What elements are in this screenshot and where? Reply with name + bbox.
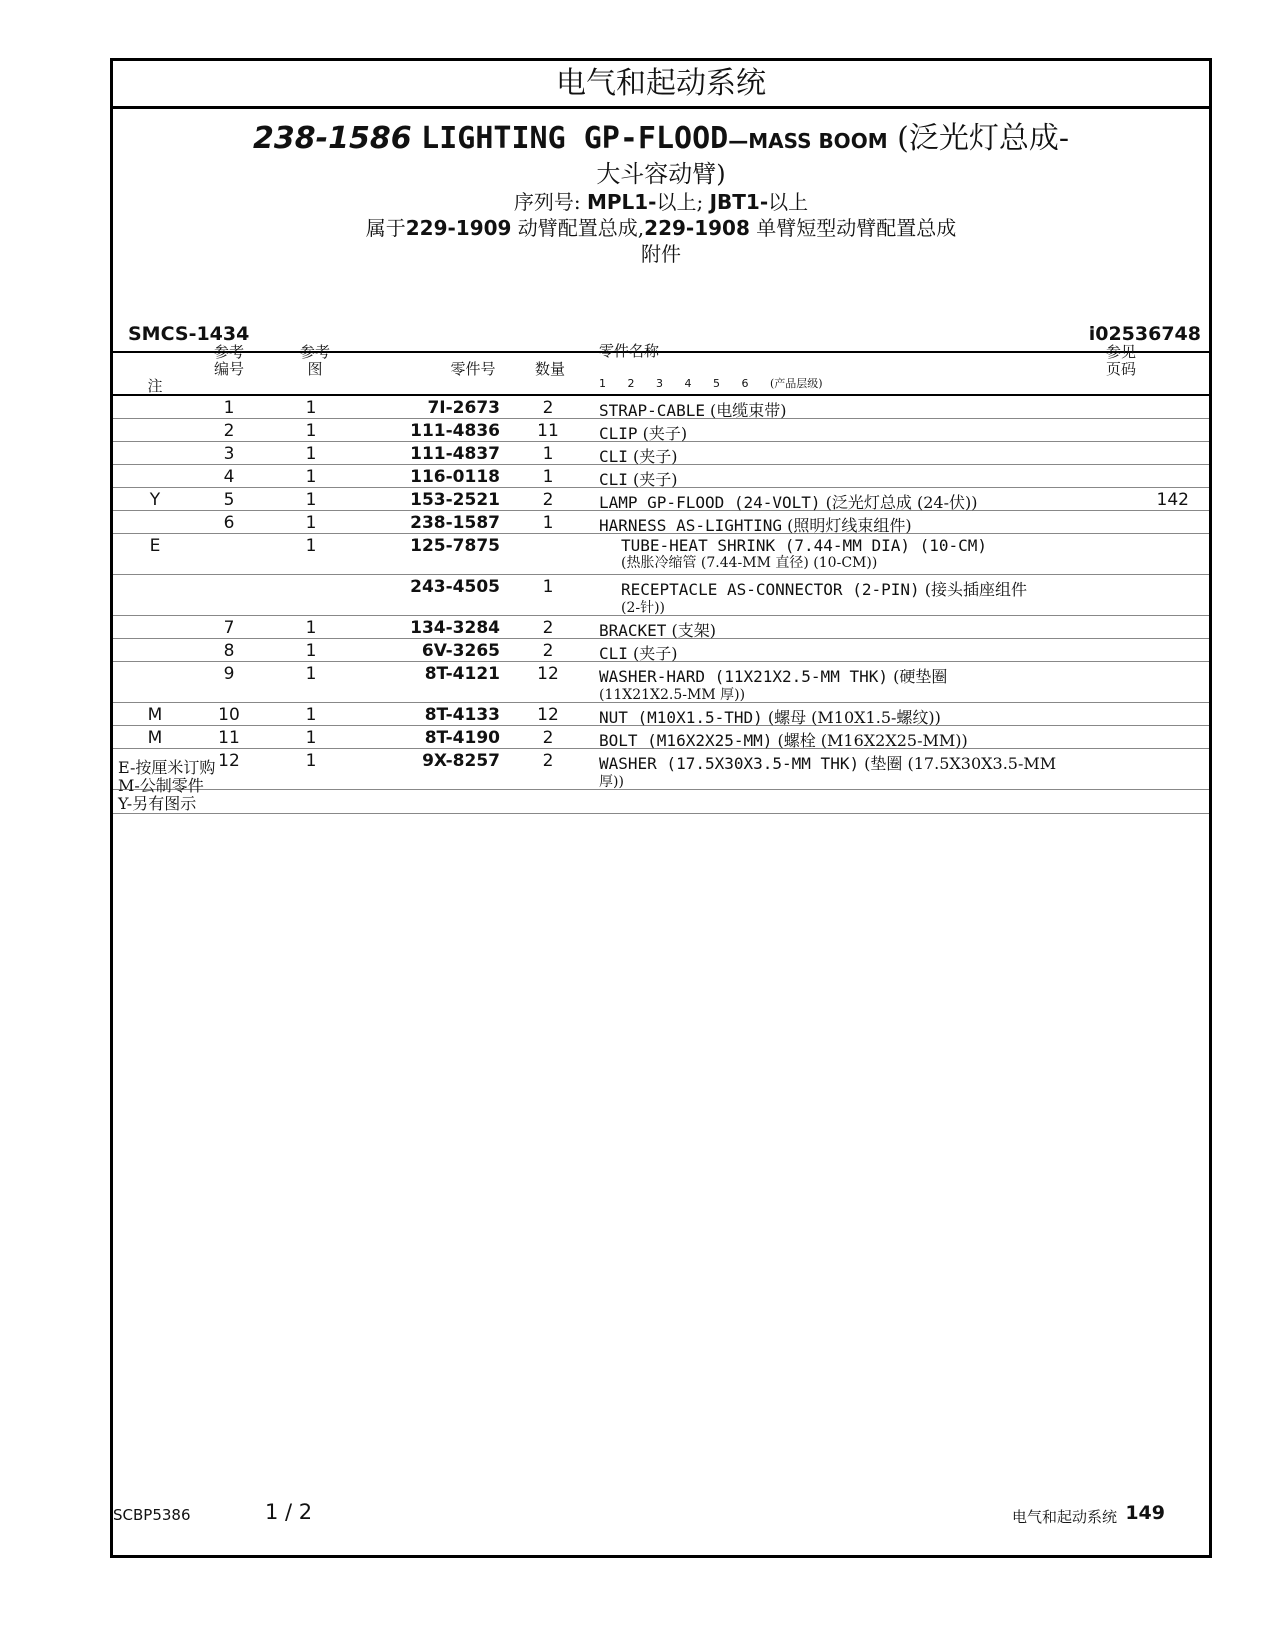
footer-doc-code: SCBP5386 bbox=[113, 1506, 191, 1524]
row-quantity: 1 bbox=[542, 577, 554, 597]
row-figure: 1 bbox=[305, 641, 317, 661]
row-description-zh: (夹子) bbox=[627, 447, 678, 466]
row-description bbox=[599, 444, 677, 467]
notes-legend bbox=[118, 759, 215, 813]
belongs-part-2: 229-1908 bbox=[644, 216, 750, 240]
table-row bbox=[113, 419, 1209, 442]
heading-name-suffix: —MASS BOOM bbox=[728, 129, 888, 153]
heading-part-number: 238-1586 bbox=[253, 121, 412, 156]
row-description-en: LAMP GP-FLOOD (24-VOLT) bbox=[599, 493, 821, 512]
row-part-number: 7I-2673 bbox=[427, 398, 500, 418]
row-figure: 1 bbox=[305, 490, 317, 510]
row-description-en: CLIP bbox=[599, 424, 638, 443]
serial-label: 序列号: bbox=[513, 190, 581, 214]
row-description-zh: (螺母 (M10X1.5-螺纹)) bbox=[762, 708, 941, 727]
row-part-number: 243-4505 bbox=[410, 577, 500, 597]
row-description-zh: (螺栓 (M16X2X25-MM)) bbox=[772, 731, 968, 750]
belongs-text-2: 单臂短型动臂配置总成 bbox=[749, 216, 957, 240]
row-figure: 1 bbox=[305, 728, 317, 748]
row-figure: 1 bbox=[305, 751, 317, 771]
page-frame bbox=[110, 58, 1212, 1558]
part-heading bbox=[113, 121, 1209, 267]
row-note: E bbox=[149, 536, 161, 556]
row-description bbox=[621, 536, 987, 571]
row-part-number: 111-4837 bbox=[410, 444, 500, 464]
row-description-en: TUBE-HEAT SHRINK (7.44-MM DIA) (10-CM) bbox=[621, 536, 988, 555]
row-description bbox=[599, 664, 947, 703]
row-part-number: 8T-4121 bbox=[424, 664, 500, 684]
row-description-en: WASHER (17.5X30X3.5-MM THK) bbox=[599, 754, 860, 773]
row-description bbox=[599, 467, 677, 490]
row-item-number: 4 bbox=[223, 467, 235, 487]
table-row bbox=[113, 396, 1209, 419]
note-entry: M-公制零件 bbox=[118, 776, 204, 795]
section-title: 电气和起动系统 bbox=[113, 61, 1209, 109]
note-entry: Y-另有图示 bbox=[118, 794, 197, 813]
row-part-number: 116-0118 bbox=[410, 467, 500, 487]
row-description-en: RECEPTACLE AS-CONNECTOR (2-PIN) bbox=[621, 580, 920, 599]
row-description-zh: (照明灯线束组件) bbox=[782, 516, 912, 535]
row-figure: 1 bbox=[305, 705, 317, 725]
parts-table bbox=[113, 396, 1209, 790]
table-row bbox=[113, 749, 1209, 790]
row-note: M bbox=[147, 728, 163, 748]
row-quantity: 12 bbox=[537, 664, 559, 684]
row-quantity: 2 bbox=[542, 398, 554, 418]
row-description bbox=[599, 618, 716, 641]
footer-page-of: 1 / 2 bbox=[265, 1500, 313, 1524]
row-description bbox=[599, 705, 941, 728]
row-part-number: 6V-3265 bbox=[421, 641, 500, 661]
row-description-zh: (夹子) bbox=[627, 470, 678, 489]
row-description-zh: (支架) bbox=[666, 621, 717, 640]
attachment-label: 附件 bbox=[641, 242, 681, 266]
serial-a: MPL1- bbox=[586, 190, 657, 214]
row-description bbox=[599, 728, 968, 751]
serial-b-zh: 以上 bbox=[768, 190, 809, 214]
row-figure: 1 bbox=[305, 467, 317, 487]
row-figure: 1 bbox=[305, 664, 317, 684]
document-id: i02536748 bbox=[1088, 323, 1201, 345]
table-row bbox=[113, 534, 1209, 575]
row-quantity: 12 bbox=[537, 705, 559, 725]
col-levels: 1 2 3 4 5 6 (产品层级) bbox=[599, 377, 823, 390]
table-row bbox=[113, 639, 1209, 662]
row-description-zh: (夹子) bbox=[637, 424, 688, 443]
row-item-number: 8 bbox=[223, 641, 235, 661]
table-row bbox=[113, 703, 1209, 726]
row-item-number: 9 bbox=[223, 664, 235, 684]
row-description bbox=[599, 490, 977, 513]
row-quantity: 1 bbox=[542, 467, 554, 487]
row-description-zh: (夹子) bbox=[627, 644, 678, 663]
row-quantity: 1 bbox=[542, 444, 554, 464]
note-entry: E-按厘米订购 bbox=[118, 758, 216, 777]
header-divider bbox=[113, 351, 1209, 353]
table-row bbox=[113, 511, 1209, 534]
heading-name-zh-2: 大斗容动臂) bbox=[596, 160, 726, 188]
row-part-number: 134-3284 bbox=[410, 618, 500, 638]
row-description-line2: 厚)) bbox=[599, 774, 624, 790]
row-description-en: CLI bbox=[599, 644, 628, 663]
heading-line-2 bbox=[113, 159, 1209, 189]
serial-a-zh: 以上; bbox=[656, 190, 704, 214]
heading-name-en: LIGHTING GP-FLOOD bbox=[421, 121, 729, 156]
row-description-en: NUT (M10X1.5-THD) bbox=[599, 708, 763, 727]
row-description bbox=[599, 421, 687, 444]
row-item-number: 10 bbox=[218, 705, 240, 725]
row-figure: 1 bbox=[305, 421, 317, 441]
row-item-number: 7 bbox=[223, 618, 235, 638]
row-item-number: 5 bbox=[223, 490, 235, 510]
footer-section: 电气和起动系统 bbox=[1011, 1508, 1117, 1526]
serial-line bbox=[113, 189, 1209, 215]
smcs-code: SMCS-1434 bbox=[128, 323, 250, 345]
row-figure: 1 bbox=[305, 618, 317, 638]
row-description-en: CLI bbox=[599, 470, 628, 489]
row-part-number: 111-4836 bbox=[410, 421, 500, 441]
row-item-number: 12 bbox=[218, 751, 240, 771]
row-description-zh: (垫圈 (17.5X30X3.5-MM bbox=[859, 754, 1057, 773]
table-row bbox=[113, 465, 1209, 488]
col-qty: 数量 bbox=[534, 360, 565, 378]
row-item-number: 1 bbox=[223, 398, 235, 418]
row-quantity: 2 bbox=[542, 618, 554, 638]
row-description bbox=[599, 641, 677, 664]
row-part-number: 8T-4133 bbox=[424, 705, 500, 725]
col-note: 注 bbox=[147, 377, 163, 395]
row-description bbox=[599, 513, 912, 536]
table-row bbox=[113, 488, 1209, 511]
row-item-number: 11 bbox=[218, 728, 240, 748]
col-part: 零件号 bbox=[450, 360, 496, 378]
row-figure: 1 bbox=[305, 536, 317, 556]
table-row bbox=[113, 662, 1209, 703]
heading-name-zh-1: (泛光灯总成- bbox=[897, 121, 1069, 156]
belongs-line bbox=[113, 215, 1209, 241]
row-quantity: 1 bbox=[542, 513, 554, 533]
table-row bbox=[113, 616, 1209, 639]
table-row bbox=[113, 442, 1209, 465]
row-quantity: 2 bbox=[542, 490, 554, 510]
belongs-prefix: 属于 bbox=[365, 216, 406, 240]
row-description-zh: (泛光灯总成 (24-伏)) bbox=[820, 493, 978, 512]
row-figure: 1 bbox=[305, 513, 317, 533]
col-fig: 参考 图 bbox=[299, 343, 330, 378]
row-description bbox=[621, 577, 1027, 616]
row-description-zh: (接头插座组件 bbox=[919, 580, 1027, 599]
row-part-number: 9X-8257 bbox=[422, 751, 500, 771]
table-row bbox=[113, 726, 1209, 749]
row-figure: 1 bbox=[305, 444, 317, 464]
row-part-number: 8T-4190 bbox=[424, 728, 500, 748]
row-figure: 1 bbox=[305, 398, 317, 418]
serial-b: JBT1- bbox=[709, 190, 769, 214]
col-item: 参考 编号 bbox=[213, 343, 244, 378]
belongs-part-1: 229-1909 bbox=[405, 216, 512, 240]
row-description-zh: (电缆束带) bbox=[704, 401, 787, 420]
row-description-line2: (热胀冷缩管 (7.44-MM 直径) (10-CM)) bbox=[621, 555, 878, 571]
row-quantity: 2 bbox=[542, 728, 554, 748]
row-description-en: STRAP-CABLE bbox=[599, 401, 705, 420]
row-description-en: WASHER-HARD (11X21X2.5-MM THK) bbox=[599, 667, 888, 686]
row-description-en: BOLT (M16X2X25-MM) bbox=[599, 731, 773, 750]
row-item-number: 2 bbox=[223, 421, 235, 441]
footer-page-number: 149 bbox=[1125, 1502, 1165, 1524]
row-part-number: 125-7875 bbox=[410, 536, 500, 556]
row-description bbox=[599, 751, 1056, 790]
col-desc: 零件名称 bbox=[599, 342, 660, 360]
row-description-zh: (硬垫圈 bbox=[887, 667, 948, 686]
row-description-en: BRACKET bbox=[599, 621, 667, 640]
belongs-text-1: 动臂配置总成, bbox=[511, 216, 645, 240]
row-description-en: HARNESS AS-LIGHTING bbox=[599, 516, 783, 535]
row-description-line2: (2-针)) bbox=[621, 600, 666, 616]
row-item-number: 3 bbox=[223, 444, 235, 464]
row-description-line2: (11X21X2.5-MM 厚)) bbox=[599, 687, 746, 703]
row-quantity: 2 bbox=[542, 751, 554, 771]
row-item-number: 6 bbox=[223, 513, 235, 533]
row-reference-page: 142 bbox=[1156, 490, 1189, 510]
row-description-en: CLI bbox=[599, 447, 628, 466]
row-part-number: 153-2521 bbox=[410, 490, 500, 510]
row-note: Y bbox=[149, 490, 161, 510]
heading-line-1 bbox=[113, 121, 1209, 159]
col-ref: 参见 页码 bbox=[1105, 343, 1136, 378]
row-quantity: 11 bbox=[537, 421, 559, 441]
row-part-number: 238-1587 bbox=[410, 513, 500, 533]
row-description bbox=[599, 398, 787, 421]
table-row bbox=[113, 575, 1209, 616]
row-quantity: 2 bbox=[542, 641, 554, 661]
notes-divider bbox=[113, 813, 1209, 814]
row-note: M bbox=[147, 705, 163, 725]
